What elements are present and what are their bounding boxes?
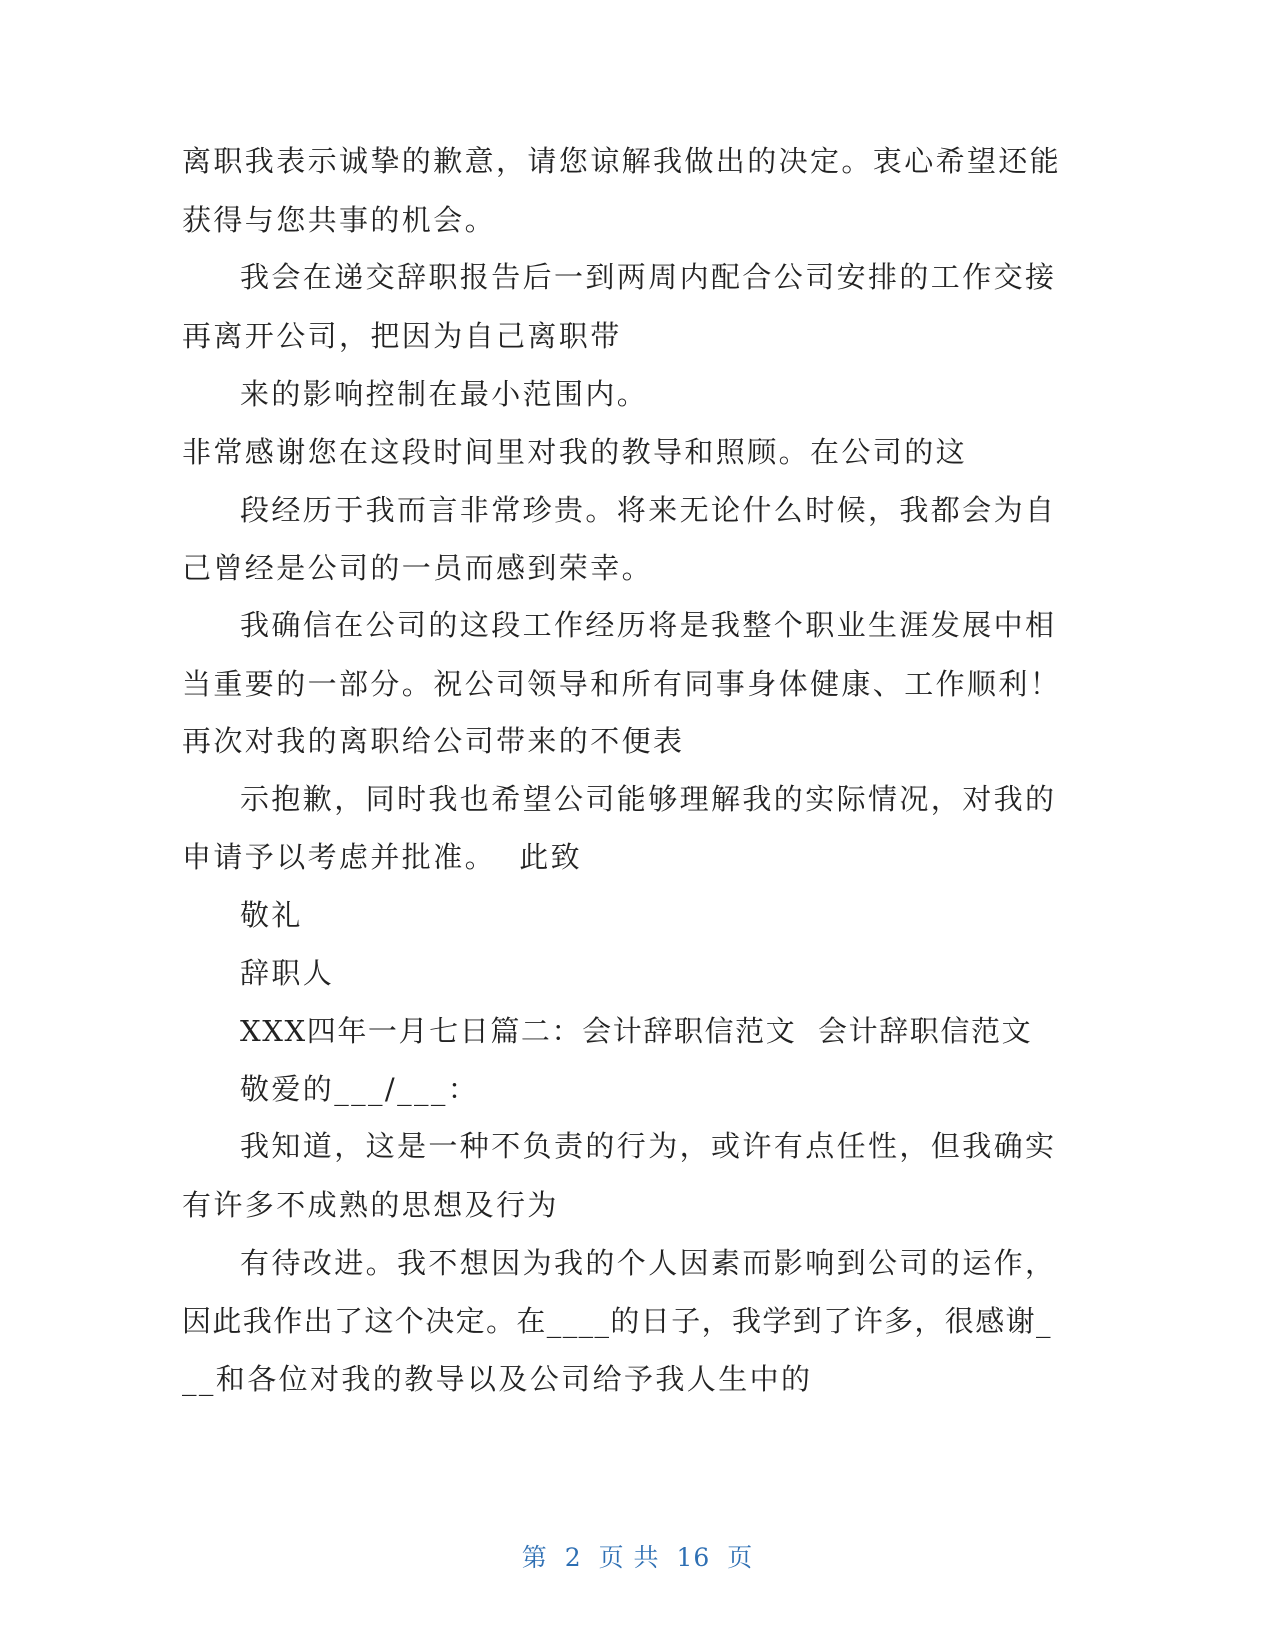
- page-footer: [0, 1543, 1275, 1573]
- body-line: 非常感谢您在这段时间里对我的教导和照顾。在公司的这: [182, 435, 968, 469]
- body-line: 当重要的一部分。祝公司领导和所有同事身体健康、工作顺利！: [182, 667, 1062, 701]
- signature-label: 辞职人: [240, 956, 335, 990]
- body-line: 示抱歉，同时我也希望公司能够理解我的实际情况，对我的: [240, 782, 1057, 816]
- footer-suffix: 页: [727, 1543, 754, 1572]
- body-line: __和各位对我的教导以及公司给予我人生中的: [182, 1362, 813, 1396]
- total-pages-number: 16: [676, 1543, 711, 1572]
- footer-middle: 页 共: [598, 1543, 660, 1572]
- body-line: 再次对我的离职给公司带来的不便表: [182, 724, 685, 758]
- section-heading: XXX四年一月七日篇二：会计辞职信范文 会计辞职信范文: [240, 1014, 1033, 1048]
- body-line: 因此我作出了这个决定。在____的日子，我学到了许多，很感谢_: [182, 1304, 1052, 1338]
- body-line: 我会在递交辞职报告后一到两周内配合公司安排的工作交接: [240, 260, 1057, 294]
- body-line: 获得与您共事的机会。: [182, 203, 497, 237]
- body-line: 己曾经是公司的一员而感到荣幸。: [182, 551, 654, 585]
- body-line: 段经历于我而言非常珍贵。将来无论什么时候，我都会为自: [240, 493, 1057, 527]
- body-line: 来的影响控制在最小范围内。: [240, 377, 649, 411]
- closing-salutation: 敬礼: [240, 898, 303, 932]
- body-line: 我知道，这是一种不负责的行为，或许有点任性，但我确实: [240, 1129, 1057, 1163]
- body-line: 申请予以考虑并批准。 此致: [182, 840, 583, 874]
- body-line: 我确信在公司的这段工作经历将是我整个职业生涯发展中相: [240, 608, 1057, 642]
- body-line: 有待改进。我不想因为我的个人因素而影响到公司的运作，: [240, 1246, 1057, 1280]
- body-line: 有许多不成熟的思想及行为: [182, 1188, 559, 1222]
- body-line: 离职我表示诚挚的歉意，请您谅解我做出的决定。衷心希望还能: [182, 144, 1062, 178]
- footer-prefix: 第: [521, 1543, 548, 1572]
- body-line: 再离开公司，把因为自己离职带: [182, 319, 622, 353]
- current-page-number: 2: [564, 1543, 582, 1572]
- greeting-line: 敬爱的___/___：: [240, 1072, 480, 1106]
